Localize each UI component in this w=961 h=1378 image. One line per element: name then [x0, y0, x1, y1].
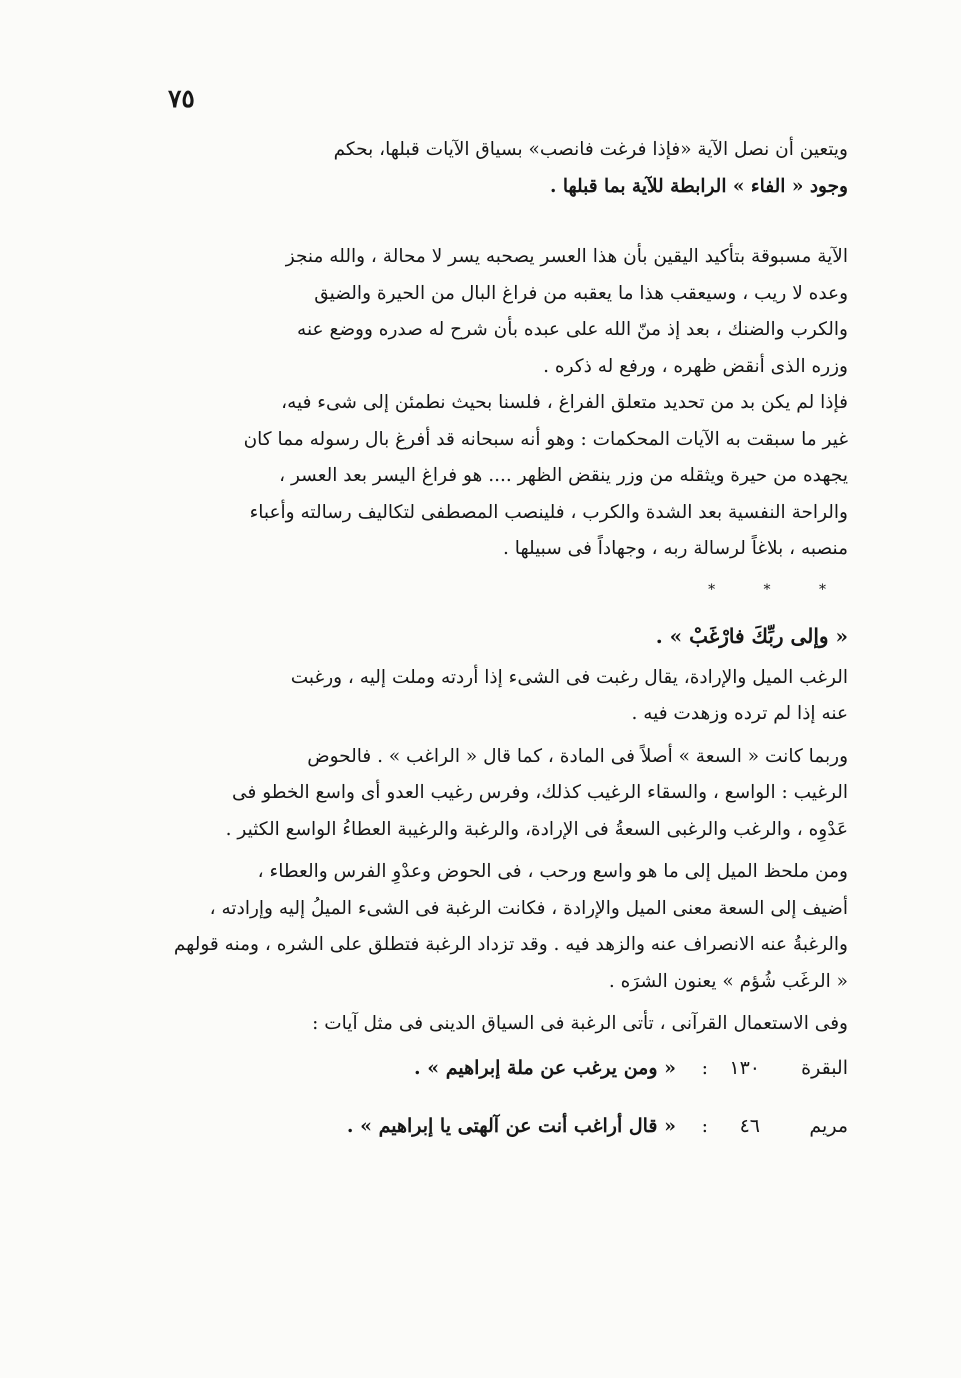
- text-line: الرغيب : الواسع ، والسقاء الرغيب كذلك، وفرس رغيب العدو أى واسع الخطو فى: [232, 782, 848, 803]
- text-line: والرغبةُ عنه الانصراف عنه والزهد فيه . وقد تزداد الرغبة فتطلق على الشره ، ومنه قولهم: [173, 934, 848, 955]
- verse-text: « ومن يرغب عن ملة إبراهيم » .: [413, 1056, 676, 1079]
- surah-name: البقرة: [801, 1056, 848, 1079]
- text-line: وربما كانت « السعة » أصلاً فى المادة ، كما قال « الراغب » . فالحوض: [307, 745, 848, 767]
- verse-number: ١٣٠: [729, 1056, 760, 1079]
- verse-references: [160, 1057, 848, 1173]
- text-line: منصبه ، بلاغاً لرسالة ربه ، وجهاداً فى سبيلها .: [503, 538, 848, 559]
- text-line: وجود « الفاء » الرابطة للآية بما قبلها .: [549, 175, 848, 197]
- text-line: والكرب والضنك ، بعد إذ منّ الله على عبده بأن شرح له صدره ووضع عنه: [297, 319, 848, 340]
- section-separator: * * *: [708, 581, 848, 598]
- text-line: ومن ملحظ الميل إلى ما هو واسع ورحب ، فى الحوض وعدْوِ الفرس والعطاء ،: [257, 861, 848, 882]
- page-number: ٧٥: [168, 84, 195, 113]
- text-line: « الرغَب شُؤم » يعنون الشرَه .: [608, 970, 848, 992]
- text-line: عنه إذا لم ترده وزهدت فيه .: [631, 703, 848, 724]
- text-line: والراحة النفسية بعد الشدة والكرب ، فلينصب المصطفى لتكاليف رسالته وأعباء: [249, 501, 848, 523]
- page-body: [160, 132, 848, 1173]
- text-line: الآية مسبوقة بتأكيد اليقين بأن هذا العسر يصحبه يسر لا محالة ، والله منجز: [285, 246, 848, 267]
- text-line: عَدْوِه ، والرغب والرغبى السعةُ فى الإرادة، والرغبة والرغيبة العطاءُ الواسع الكثير .: [225, 818, 848, 840]
- verse-heading: « وإلى ربِّكَ فارْغَبْ » .: [655, 623, 848, 648]
- paragraph-1: [160, 132, 848, 205]
- text-line: ويتعين أن نصل الآية «فإذا فرغت فانصب» بسياق الآيات قبلها، بحكم: [333, 139, 848, 160]
- text-line: وفى الاستعمال القرآنى ، تأتى الرغبة فى السياق الدينى فى مثل آيات :: [312, 1013, 848, 1034]
- separator-colon: :: [701, 1056, 708, 1079]
- text-line: وعده لا ريب ، وسيعقب هذا ما يعقبه من فراغ البال من الحيرة والضيق: [314, 282, 848, 304]
- text-line: وزره الذى أنقض ظهره ، ورفع له ذكره .: [543, 355, 848, 377]
- paragraph-2: [160, 239, 848, 385]
- text-line: أضيف إلى السعة معنى الميل والإرادة ، فكانت الرغبة فى الشىء الميلُ إليه وإرادته ،: [209, 897, 848, 919]
- reference-row: [160, 1057, 848, 1115]
- text-line: غير ما سبقت به الآيات المحكمات : وهو أنه سبحانه قد أفرغ بال رسوله مما كان: [243, 428, 848, 450]
- paragraph-6: [160, 854, 848, 1000]
- verse-number: ٤٦: [739, 1114, 760, 1137]
- separator-colon: :: [701, 1114, 708, 1137]
- text-line: يجهده من حيرة ويثقله من وزر ينقض الظهر .... هو فراغ اليسر بعد العسر ،: [279, 465, 848, 486]
- paragraph-7: [160, 1006, 848, 1043]
- surah-name: مريم: [809, 1114, 848, 1137]
- reference-row: [160, 1115, 848, 1173]
- paragraph-5: [160, 739, 848, 849]
- verse-text: « قال أراغب أنت عن آلهتى يا إبراهيم » .: [346, 1114, 676, 1137]
- paragraph-4: [160, 660, 848, 733]
- text-line: الرغب الميل والإرادة، يقال رغبت فى الشىء إذا أردته وملت إليه ، ورغبت: [290, 666, 848, 688]
- text-line: فإذا لم يكن بد من تحديد متعلق الفراغ ، فلسنا بحيث نطمئن إلى شىء فيه،: [281, 392, 848, 413]
- paragraph-3: [160, 385, 848, 568]
